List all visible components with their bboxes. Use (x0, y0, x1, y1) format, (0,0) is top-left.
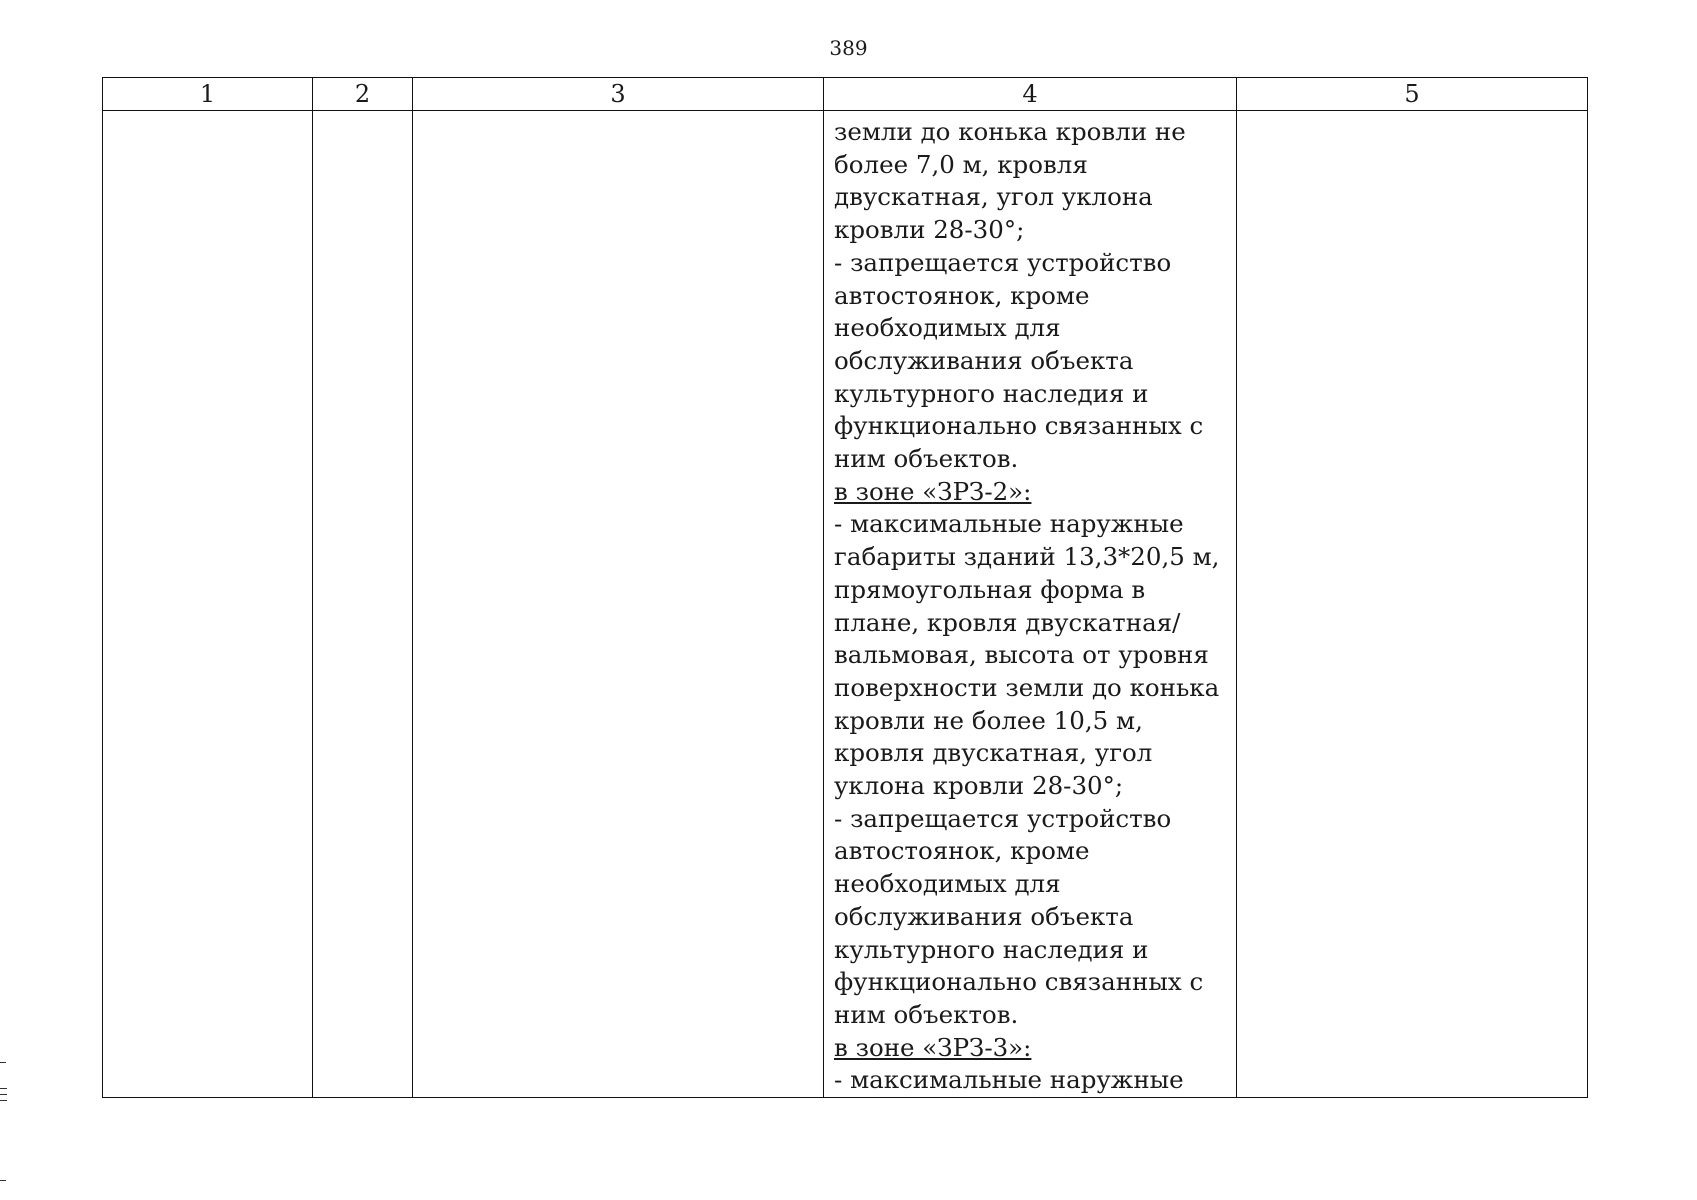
zone-zrz-2-heading: в зоне «ЗРЗ-2»: (834, 476, 1032, 506)
column-header-2: 2 (313, 78, 413, 111)
margin-mark (0, 1088, 7, 1089)
zone-zrz-2-parking-paragraph: - запрещается устройство автостоянок, кроме необходимых для обслуживания объекта культурного наследия и функционально связанных с ним объектов. (834, 803, 1204, 1029)
cell-col-1 (103, 111, 313, 1098)
cell-col-2 (313, 111, 413, 1098)
table-row (103, 111, 1588, 1098)
cell-col-3 (413, 111, 824, 1098)
page-number: 389 (829, 36, 868, 60)
margin-mark (0, 1180, 6, 1181)
cell-col-5 (1237, 111, 1588, 1098)
column-number-row (103, 78, 1588, 111)
column-header-5: 5 (1237, 78, 1588, 111)
margin-mark (0, 1100, 7, 1101)
column-header-3: 3 (413, 78, 824, 111)
margin-mark (0, 1094, 7, 1095)
requirements-text (824, 111, 1236, 1097)
parking-restriction-paragraph: - запрещается устройство автостоянок, кроме необходимых для обслуживания объекта культурного наследия и функционально связанных с ним объектов. (834, 247, 1204, 474)
column-header-1: 1 (103, 78, 313, 111)
regulations-table (102, 77, 1588, 1098)
roof-height-paragraph: земли до конька кровли не более 7,0 м, кровля двускатная, угол уклона кровли 28-30°; (834, 117, 1186, 245)
margin-mark (0, 1062, 6, 1063)
column-header-4: 4 (824, 78, 1237, 111)
zone-zrz-3-heading: в зоне «ЗРЗ-3»: (834, 1032, 1032, 1062)
zone-zrz-2-dimensions-paragraph: - максимальные наружные габариты зданий 13,3*20,5 м, прямоугольная форма в плане, кровля двускатная/вальмовая, высота от уровня поверхности земли до конька кровли не более 10,5 м, кровля двускатная, угол уклона кровли 28-30°; (834, 509, 1220, 801)
zone-zrz-3-dimensions-paragraph: - максимальные наружные (834, 1065, 1184, 1095)
cell-col-4 (824, 111, 1237, 1098)
